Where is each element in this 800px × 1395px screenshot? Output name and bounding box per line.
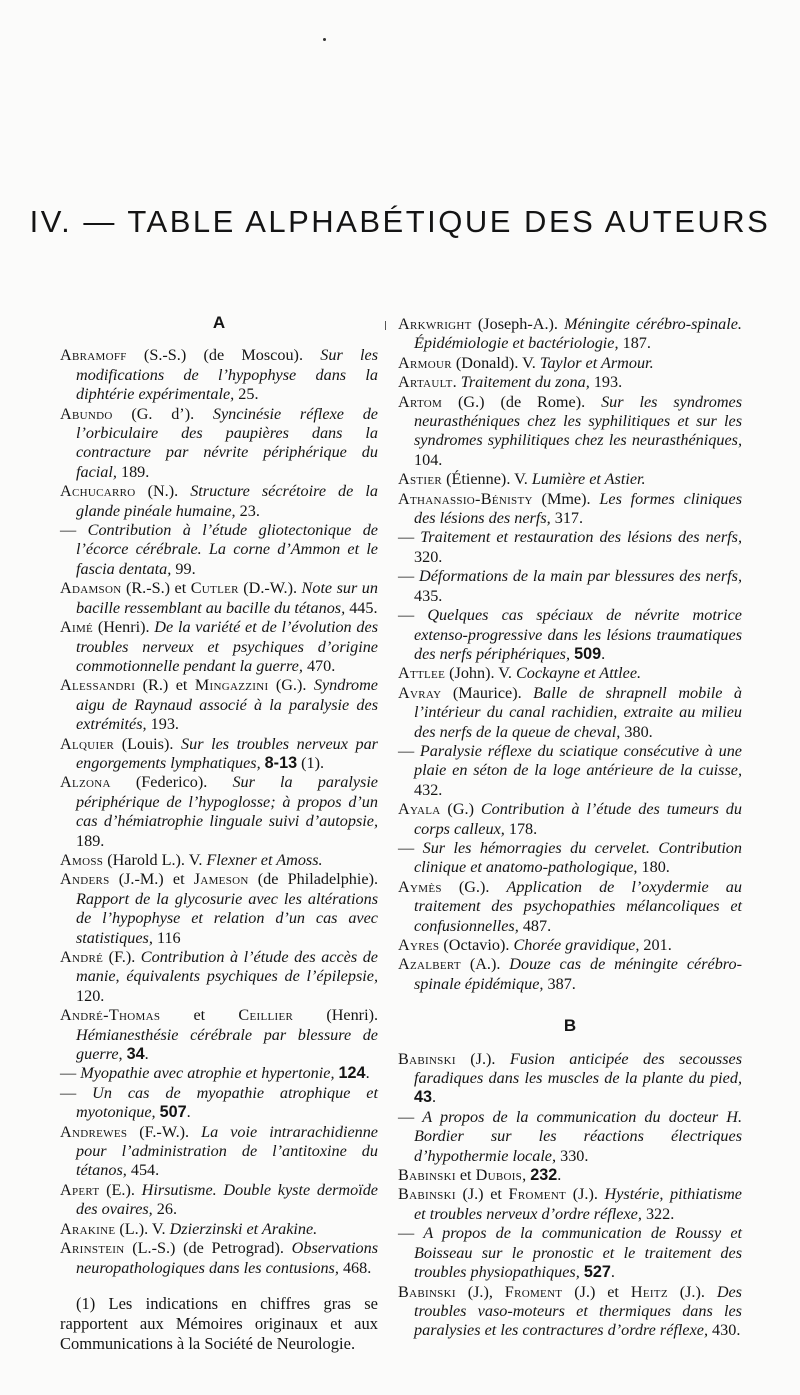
entry-text: 435.: [414, 586, 443, 605]
work-title: Sur les troubles nerveux par engorgements lymphatiques,: [76, 734, 378, 772]
entry-text: —: [60, 1083, 93, 1102]
entry-text: —: [398, 528, 421, 547]
entry-text: 430.: [708, 1321, 741, 1340]
work-title: Syndrome aigu de Raynaud associé à la paralysie des extrémités,: [76, 676, 378, 734]
work-title: Des troubles vaso-moteurs et thermiques dans les paralysies et les contractures d’ordre réflexe,: [414, 1282, 742, 1340]
entry-text: 201.: [639, 936, 672, 954]
author-name: Arakine: [60, 1219, 116, 1238]
entry-text: (Louis).: [114, 734, 181, 753]
index-entry: [60, 579, 378, 618]
work-title: Un cas de myopathie atrophique et myotonique,: [76, 1083, 378, 1122]
section-letter-b: B: [563, 1016, 577, 1036]
work-title: Quelques cas spéciaux de névrite motrice extenso-progressive dans les lésions traumatiques des nerfs périphériques,: [414, 606, 742, 663]
memoir-page-bold: 8-13: [264, 753, 298, 772]
entry-text: .: [557, 1166, 562, 1185]
left-column: [60, 313, 378, 1370]
work-title: Sur les hémorragies du cervelet. Contribution clinique et anatomo-pathologique,: [414, 838, 742, 877]
right-column: [398, 315, 742, 1341]
entry-text: —: [398, 1107, 423, 1126]
author-name: Babinski: [398, 1185, 456, 1204]
entry-text: (J.-M.) et: [109, 870, 194, 889]
entry-text: (Henri).: [293, 1006, 379, 1025]
index-entry: [398, 1224, 742, 1282]
entry-text: (Mme).: [532, 489, 600, 508]
work-title: A propos de la communication de Roussy et Boisseau sur le pronostic et le traitement des troubles physiopathiques,: [414, 1224, 742, 1282]
work-title: Sur la paralysie périphérique de l’hypoglosse; à propos d’un cas d’hémiatrophie linguale suivi d’autopsie,: [76, 773, 378, 831]
index-entry: [60, 1220, 378, 1239]
entry-text: (N.).: [135, 482, 191, 501]
entry-text: 178.: [504, 819, 538, 838]
work-title: Note sur un bacille ressemblant au bacille du tétanos,: [76, 579, 378, 617]
work-title: Hémianesthésie cérébrale par blessure de guerre,: [76, 1025, 378, 1064]
work-title: Douze cas de méningite cérébro-spinale épidémique,: [414, 955, 742, 993]
author-name: Apert: [60, 1180, 100, 1199]
work-title: Sur les syndromes neurasthéniques chez les syphilitiques et sur les syndromes syphilitiques chez les neurasthéniques,: [414, 392, 742, 450]
entry-text: .: [186, 1103, 191, 1122]
entry-list-b: [398, 1050, 742, 1341]
entry-text: (Henri).: [93, 618, 155, 637]
entry-text: (G.).: [441, 877, 507, 896]
entry-text: (Joseph-A.).: [471, 315, 565, 333]
entry-text: 189.: [116, 462, 150, 481]
entry-text: (1).: [297, 753, 325, 772]
author-name: Attlee: [398, 664, 446, 683]
work-title: Déformations de la main par blessures des nerfs,: [419, 567, 743, 586]
index-entry: [398, 315, 742, 354]
work-title: Cockayne et Attlee.: [516, 664, 642, 683]
index-entry: [60, 948, 378, 1006]
entry-text: (G.) (de Rome).: [442, 392, 602, 411]
entry-text: 104.: [414, 450, 443, 469]
index-entry: [398, 1050, 742, 1108]
index-entry: [60, 1006, 378, 1064]
work-title: Rapport de la glycosurie avec les altérations de l’hypophyse et relation d’un cas avec statistiques,: [76, 889, 378, 947]
entry-text: (J.).: [566, 1185, 605, 1204]
entry-text: (Maurice).: [441, 683, 534, 702]
index-entry: [398, 1166, 742, 1185]
work-title: A propos de la communication du docteur H. Bordier sur les réactions électriques d’hypothermie locale,: [414, 1107, 743, 1165]
entry-text: (S.-S.) (de Moscou).: [126, 346, 321, 365]
entry-text: (J.) et: [455, 1185, 509, 1204]
entry-text: (R.-S.) et: [121, 579, 191, 598]
entry-text: 454.: [126, 1161, 160, 1180]
index-entry: [398, 800, 742, 839]
entry-text: —: [398, 741, 420, 760]
work-title: Hystérie, pithiatisme et troubles nerveux d’ordre réflexe,: [414, 1185, 742, 1223]
entry-text: 25.: [234, 385, 259, 404]
work-title: Méningite cérébro-spinale. Épidémiologie et bactériologie,: [414, 315, 742, 353]
author-name: Mingazzini: [194, 676, 269, 695]
entry-text: 487.: [518, 916, 552, 935]
memoir-page-bold: 507: [159, 1103, 187, 1122]
author-name: Aymès: [398, 877, 442, 896]
entry-list-a-right: [398, 315, 742, 994]
author-name: Achucarro: [60, 482, 136, 501]
author-name: Astier: [398, 470, 443, 489]
work-title: Chorée gravidique,: [513, 936, 640, 954]
author-name: Jameson: [193, 870, 249, 889]
index-entry: [60, 1239, 378, 1278]
entry-text: —: [398, 567, 419, 586]
entry-list-a-left: [60, 346, 378, 1278]
author-name: Ayala: [398, 800, 441, 819]
entry-text: .: [432, 1088, 437, 1107]
author-name: Dubois: [475, 1166, 523, 1185]
work-title: Taylor et Armour.: [539, 353, 654, 372]
author-name: Adamson: [60, 579, 122, 598]
speck-mark: [323, 38, 326, 41]
entry-text: .: [144, 1045, 149, 1064]
section-letter-a: A: [212, 313, 226, 332]
work-title: Sur les modifications de l’hypophyse dans la diphtérie expérimentale,: [76, 346, 378, 404]
entry-text: —: [398, 606, 428, 625]
work-title: Syncinésie réflexe de l’orbiculaire des paupières dans la contracture par névrite périphérique du facial,: [76, 404, 378, 481]
work-title: Contribution à l’étude des accès de manie, équivalents psychiques de l’épilepsie,: [76, 948, 378, 986]
entry-text: (Harold L.). V.: [103, 850, 207, 869]
entry-text: 330.: [556, 1146, 589, 1165]
work-title: Structure sécrétoire de la glande pinéale humaine,: [76, 482, 378, 520]
work-title: Paralysie réflexe du sciatique consécutive à une plaie en séton de la loge antérieure de la cuisse,: [414, 741, 742, 780]
entry-text: 99.: [171, 559, 196, 578]
author-name: Artault: [398, 373, 453, 392]
index-entry: [60, 851, 378, 870]
index-entry: [60, 773, 378, 851]
index-entry: [398, 528, 742, 567]
entry-text: et: [455, 1166, 476, 1185]
entry-text: (J.),: [455, 1282, 505, 1301]
author-name: Babinski: [398, 1282, 456, 1301]
author-name: Heitz: [630, 1282, 668, 1301]
entry-text: 193.: [589, 373, 623, 392]
memoir-page-bold: 124: [338, 1064, 366, 1083]
index-entry: [398, 742, 742, 800]
entry-text: (D.-W.).: [238, 579, 302, 598]
work-title: Hirsutisme. Double kyste dermoïde des ovaires,: [76, 1180, 378, 1219]
index-entry: [398, 955, 742, 994]
index-entry: [398, 490, 742, 529]
author-name: Froment: [504, 1282, 563, 1301]
entry-text: (G. d’).: [112, 404, 213, 423]
index-entry: [398, 1108, 742, 1166]
work-title: Traitement du zona,: [460, 373, 590, 392]
author-name: André: [60, 948, 104, 966]
index-entry: [398, 373, 742, 392]
entry-text: 317.: [550, 509, 584, 528]
work-title: De la variété et de l’évolution des troubles nerveux et psychiques d’origine commotionnelle pendant la guerre,: [76, 618, 378, 675]
entry-text: (de Philadelphie).: [248, 870, 379, 889]
entry-text: 445.: [345, 598, 378, 617]
index-entry: [398, 839, 742, 878]
entry-text: 387.: [543, 974, 576, 993]
author-name: Babinski: [398, 1166, 456, 1185]
author-name: Aimé: [60, 618, 94, 637]
index-entry: [60, 870, 378, 948]
entry-text: (Donald). V.: [451, 353, 540, 372]
entry-text: (J.).: [455, 1049, 510, 1068]
entry-text: .: [365, 1064, 370, 1083]
index-entry: [60, 521, 378, 579]
entry-text: (A.).: [460, 955, 510, 974]
entry-text: 189.: [76, 831, 105, 850]
entry-text: (J.) et: [562, 1282, 631, 1301]
entry-text: —: [398, 838, 423, 857]
work-title: Observations neuropathologiques dans les contusions,: [76, 1239, 378, 1277]
author-name: Ayres: [398, 936, 440, 954]
index-entry: [60, 405, 378, 483]
entry-text: (L.). V.: [115, 1219, 170, 1238]
entry-text: (Federico).: [110, 773, 233, 792]
work-title: Lumière et Astier.: [531, 470, 646, 489]
author-name: Avray: [398, 683, 442, 702]
author-name: Armour: [398, 353, 452, 372]
author-name: Alessandri: [60, 676, 136, 695]
author-name: Cutler: [190, 579, 239, 598]
work-title: Flexner et Amoss.: [206, 850, 323, 869]
entry-text: (J.).: [667, 1282, 717, 1301]
entry-text: (E.).: [99, 1180, 142, 1199]
index-entry: [60, 346, 378, 404]
index-entry: [398, 606, 742, 664]
work-title: Myopathie avec atrophie et hypertonie,: [80, 1064, 335, 1083]
entry-text: (G.): [440, 800, 481, 819]
index-entry: [398, 354, 742, 373]
memoir-page-bold: 527: [583, 1263, 611, 1282]
work-title: Fusion anticipée des secousses faradiques dans les muscles de la plante du pied,: [414, 1049, 742, 1088]
author-name: Andrewes: [60, 1122, 128, 1141]
entry-text: et: [160, 1006, 239, 1025]
author-name: Ceillier: [238, 1006, 294, 1025]
author-name: Artom: [398, 392, 443, 411]
author-name: Arkwright: [398, 315, 472, 333]
author-name: André-Thomas: [60, 1006, 161, 1025]
entry-text: 26.: [152, 1200, 178, 1219]
work-title: La voie intrarachidienne pour l’administration de l’antitoxine du tétanos,: [76, 1122, 378, 1180]
index-entry: [60, 1181, 378, 1220]
index-entry: [398, 1185, 742, 1224]
entry-text: (F.-W.).: [127, 1122, 202, 1141]
author-name: Arinstein: [60, 1239, 125, 1258]
entry-text: (Étienne). V.: [442, 470, 532, 489]
index-entry: [60, 1064, 378, 1083]
memoir-page-bold: 43: [414, 1088, 433, 1107]
entry-text: —: [60, 521, 88, 540]
entry-text: (R.) et: [135, 676, 195, 695]
entry-text: 468.: [338, 1258, 372, 1277]
author-name: Abramoff: [60, 346, 127, 365]
author-name: Froment: [508, 1185, 567, 1204]
author-name: Amoss: [60, 850, 104, 869]
entry-text: .: [601, 644, 606, 663]
footnote: (1) Les indications en chiffres gras se rapportent aux Mémoires originaux et aux Communications à la Société de Neurologie.: [60, 1293, 378, 1353]
entry-text: 322.: [641, 1204, 675, 1223]
index-entry: [398, 878, 742, 936]
entry-text: ,: [522, 1166, 531, 1185]
entry-text: 23.: [235, 501, 260, 520]
entry-text: (G.).: [268, 676, 314, 695]
memoir-page-bold: 34: [126, 1045, 145, 1064]
index-entry: [398, 684, 742, 742]
author-name: Abundo: [60, 404, 113, 423]
author-name: Babinski: [398, 1049, 456, 1068]
index-entry: [398, 470, 742, 489]
entry-text: 187.: [618, 334, 651, 353]
author-name: Anders: [60, 870, 110, 889]
entry-text: 180.: [637, 858, 670, 877]
index-entry: [60, 1084, 378, 1123]
work-title: Application de l’oxydermie au traitement des psychopathies mélancoliques et confusionnelles,: [414, 877, 742, 935]
entry-text: 432.: [414, 780, 443, 799]
index-entry: [398, 567, 742, 606]
author-name: Alzona: [60, 773, 111, 792]
author-name: Alquier: [60, 734, 115, 753]
work-title: Contribution à l’étude gliotectonique de l’écorce cérébrale. La corne d’Ammon et le fascia dentata,: [76, 521, 378, 578]
entry-text: 380.: [620, 722, 653, 741]
entry-text: —: [398, 1224, 424, 1243]
index-entry: [60, 482, 378, 521]
index-entry: [60, 735, 378, 774]
index-entry: [60, 676, 378, 734]
entry-text: (John). V.: [445, 664, 516, 683]
entry-text: 193.: [146, 715, 179, 734]
index-entry: [398, 936, 742, 955]
index-entry: [60, 1123, 378, 1181]
author-name: Azalbert: [398, 955, 461, 974]
entry-text: 116: [152, 928, 181, 947]
entry-text: —: [60, 1064, 81, 1083]
entry-text: (F.).: [103, 948, 141, 966]
entry-text: .: [610, 1263, 615, 1282]
entry-text: (Octavio).: [439, 936, 514, 954]
memoir-page-bold: 232: [530, 1166, 558, 1185]
column-separator: [385, 321, 386, 330]
entry-text: 320.: [414, 547, 443, 566]
memoir-page-bold: 509: [574, 644, 602, 663]
index-entry: [60, 618, 378, 676]
work-title: Dzierzinski et Arakine.: [169, 1219, 318, 1238]
index-entry: [398, 664, 742, 683]
work-title: Balle de shrapnell mobile à l’intérieur du canal rachidien, extraite au milieu des nerfs de la queue de cheval,: [414, 683, 742, 741]
index-entry: [398, 393, 742, 471]
author-name: Athanassio-Bénisty: [398, 489, 533, 508]
work-title: Les formes cliniques des lésions des nerfs,: [414, 489, 743, 528]
work-title: Traitement et restauration des lésions des nerfs,: [420, 528, 742, 547]
entry-text: (L.-S.) (de Petrograd).: [124, 1239, 292, 1258]
entry-text: 120.: [76, 986, 105, 1005]
work-title: Contribution à l’étude des tumeurs du corps calleux,: [414, 800, 742, 838]
entry-text: 470.: [302, 656, 336, 675]
page-title: IV. — TABLE ALPHABÉTIQUE DES AUTEURS: [29, 203, 771, 239]
entry-text: .: [452, 373, 461, 392]
index-entry: [398, 1283, 742, 1341]
